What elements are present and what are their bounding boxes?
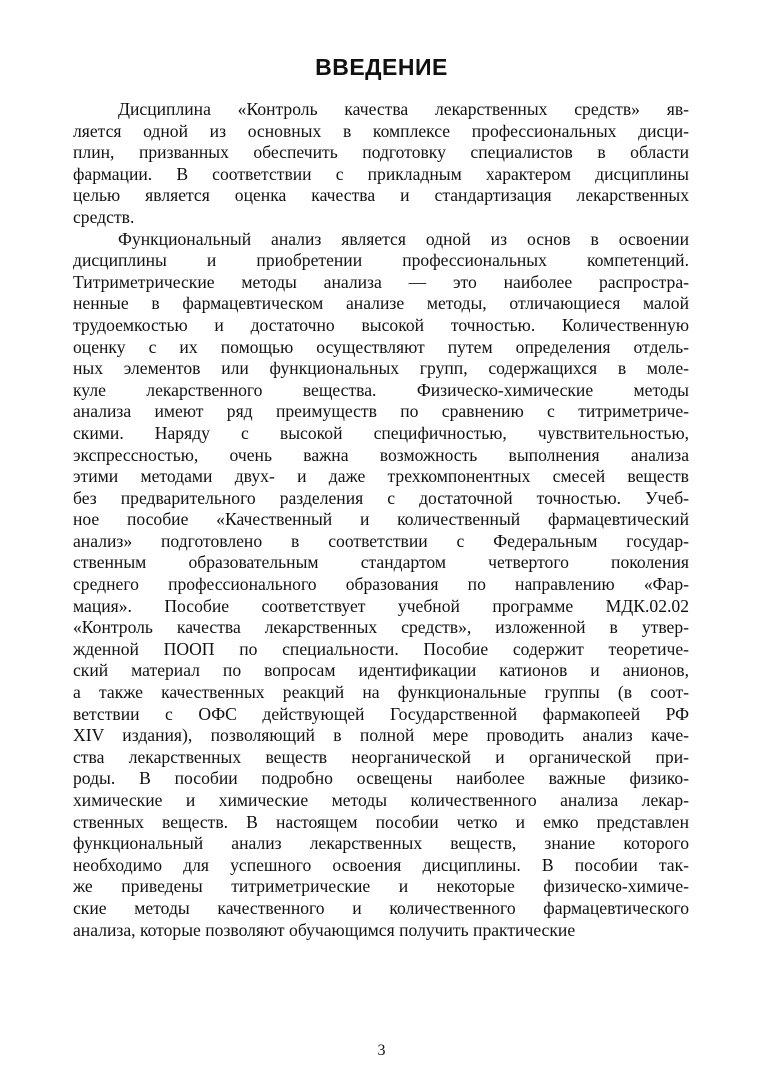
text-line: среднего профессионального образования по направлению «Фар- [73, 574, 689, 595]
page-number: 3 [377, 1042, 386, 1059]
text-line: ных элементов или функциональных групп, содержащихся в моле- [73, 358, 689, 379]
text-line: ства лекарственных веществ неорганической и органической при- [73, 746, 689, 767]
text-line: плин, призванных обеспечить подготовку специалистов в области [73, 142, 689, 163]
text-line: жденной ПООП по специальности. Пособие содержит теоретиче- [73, 638, 689, 659]
text-line: XIV издания), позволяющий в полной мере проводить анализ каче- [73, 725, 689, 746]
page-title: ВВЕДЕНИЕ [315, 54, 448, 80]
text-line: роды. В пособии подробно освещены наиболее важные физико- [73, 768, 689, 789]
text-line: целью является оценка качества и стандартизация лекарственных [73, 185, 689, 206]
text-line: скими. Наряду с высокой специфичностью, чувствительностью, [73, 422, 689, 443]
text-line: необходимо для успешного освоения дисциплины. В пособии так- [73, 854, 689, 875]
text-line: «Контроль качества лекарственных средств», изложенной в утвер- [73, 617, 689, 638]
text-line: анализа имеют ряд преимуществ по сравнению с титриметриче- [73, 401, 689, 422]
text-line: Функциональный анализ является одной из основ в освоении [118, 228, 689, 249]
text-line: Титриметрические методы анализа — это наиболее распростра- [73, 271, 689, 292]
text-line: ственных веществ. В настоящем пособии четко и емко представлен [73, 811, 689, 832]
text-line: фармации. В соответствии с прикладным характером дисциплины [73, 163, 689, 184]
text-line: Дисциплина «Контроль качества лекарственных средств» яв- [118, 99, 689, 119]
text-line: куле лекарственного вещества. Физическо-химические методы [73, 379, 689, 400]
text-line: трудоемкостью и достаточно высокой точностью. Количественную [73, 314, 689, 335]
text-line: а также качественных реакций на функциональные группы (в соот- [73, 682, 689, 703]
body-text [73, 99, 689, 941]
text-line: экспрессностью, очень важна возможность выполнения анализа [73, 444, 689, 465]
text-line: ляется одной из основных в комплексе профессиональных дисци- [73, 120, 689, 141]
text-line: без предварительного разделения с достаточной точностью. Учеб- [73, 487, 689, 508]
text-line: ное пособие «Качественный и количественный фармацевтический [73, 509, 689, 530]
text-line: дисциплины и приобретении профессиональных компетенций. [73, 250, 689, 271]
text-line: ветствии с ОФС действующей Государственной фармакопеей РФ [73, 703, 689, 724]
text-line: анализа, которые позволяют обучающимся получить практические [73, 919, 576, 940]
text-line: ский материал по вопросам идентификации катионов и анионов, [73, 660, 689, 681]
text-line: функциональный анализ лекарственных веществ, знание которого [73, 833, 689, 854]
paragraph-1 [73, 99, 689, 229]
text-line: оценку с их помощью осуществляют путем определения отдель- [73, 336, 689, 357]
paragraph-2 [73, 229, 689, 942]
text-line: ственным образовательным стандартом четвертого поколения [73, 552, 689, 573]
text-line: мация». Пособие соответствует учебной программе МДК.02.02 [73, 595, 689, 616]
text-line: средств. [73, 206, 135, 227]
text-line: ские методы качественного и количественного фармацевтического [73, 897, 689, 918]
text-line: ненные в фармацевтическом анализе методы, отличающиеся малой [73, 293, 689, 314]
text-line: же приведены титриметрические и некоторые физическо-химиче- [73, 876, 689, 897]
text-line: химические и химические методы количественного анализа лекар- [73, 790, 689, 810]
text-line: анализ» подготовлено в соответствии с Федеральным государ- [73, 530, 689, 551]
text-line: этими методами двух- и даже трехкомпонентных смесей веществ [73, 466, 689, 487]
